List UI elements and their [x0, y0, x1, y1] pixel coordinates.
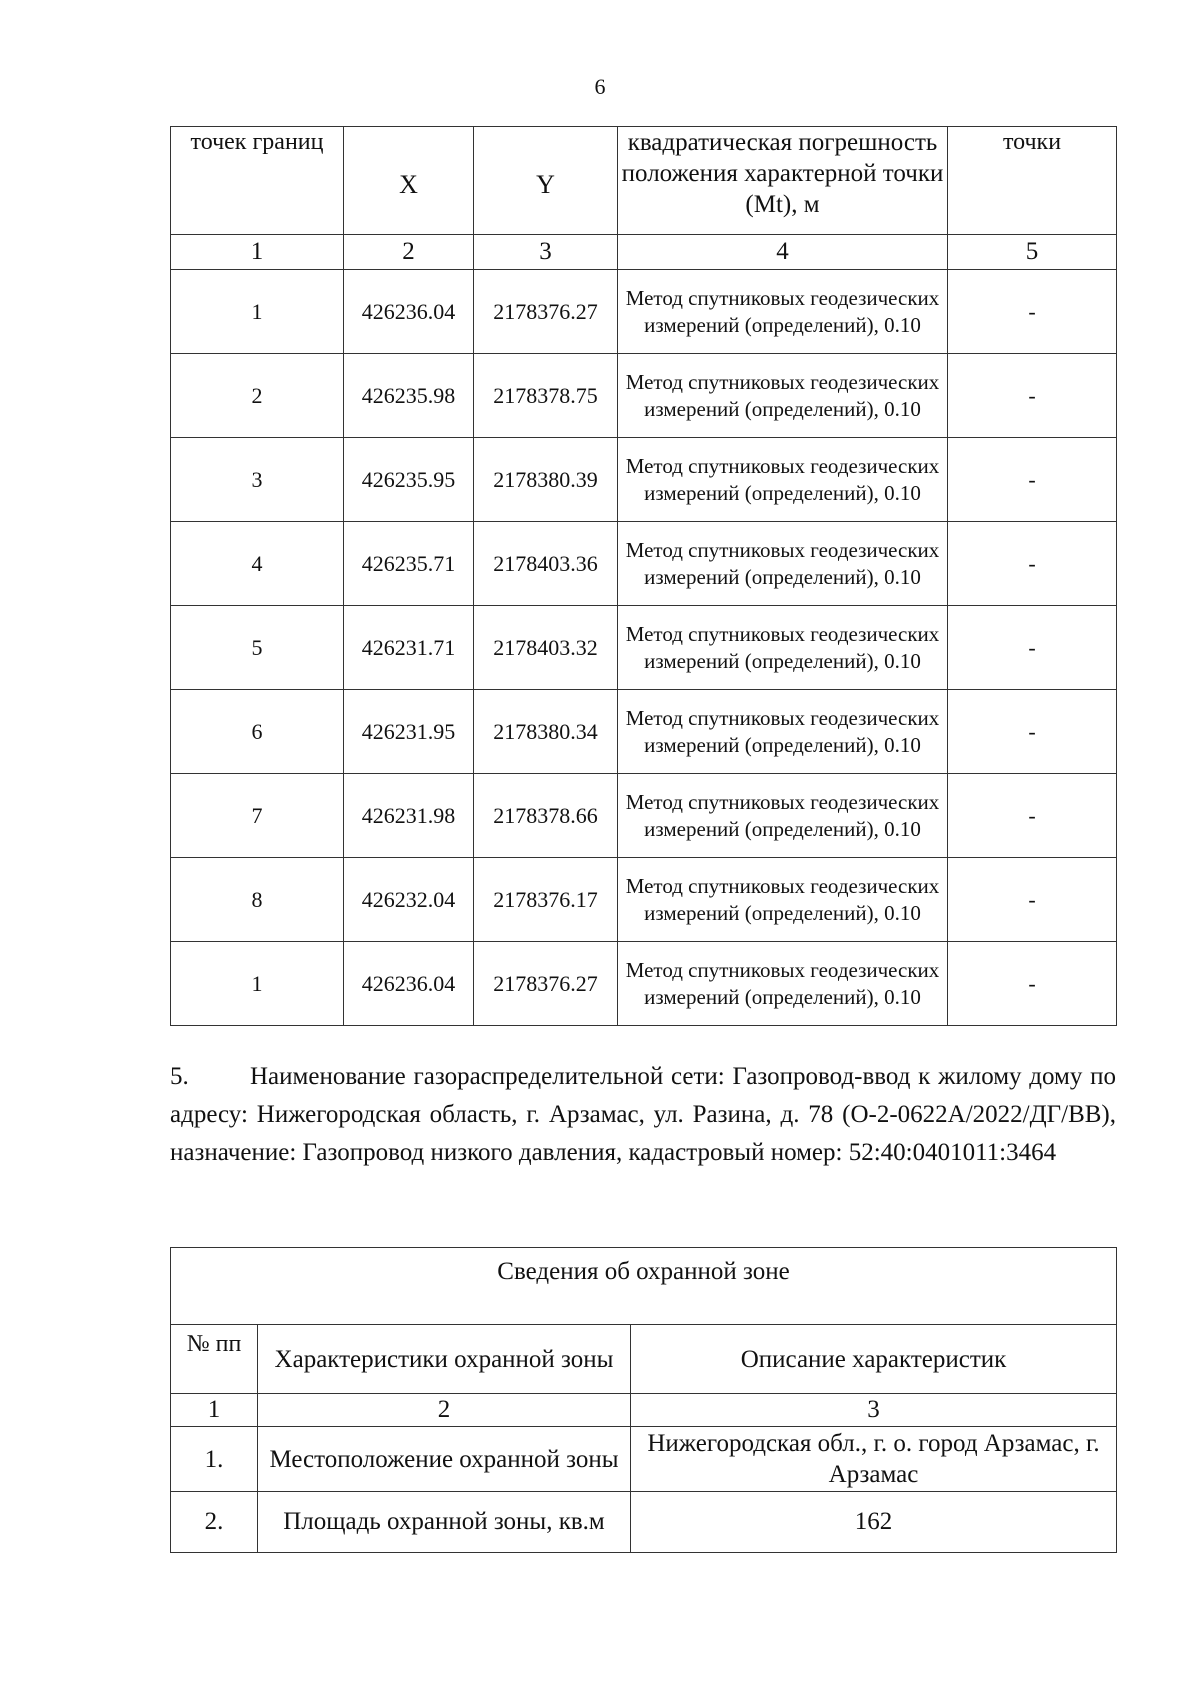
table-row	[171, 1492, 1117, 1553]
characteristic-name: Площадь охранной зоны, кв.м	[258, 1492, 631, 1553]
point-number: 6	[171, 690, 344, 774]
zone-table-caption: Сведения об охранной зоне	[171, 1248, 1117, 1325]
point-description: -	[948, 438, 1117, 522]
section-text: Наименование газораспределительной сети: Газопровод-ввод к жилому дому по адресу: Нижегородская область, г. Арзамас, ул. Разина, д. 78 (О-2-0622А/2022/ДГ/ВВ), назначение: Газопровод низкого давления, кадастровый номер: 52:40:0401011:3464	[170, 1063, 1116, 1166]
coord-x: 426235.71	[344, 522, 474, 606]
zone-column-numbers-row	[171, 1394, 1117, 1427]
point-number: 5	[171, 606, 344, 690]
table-header-row	[171, 127, 1117, 235]
header-accuracy: квадратическая погрешность положения характерной точки (Mt), м	[618, 127, 948, 235]
method-accuracy: Метод спутниковых геодезических измерений (определений), 0.10	[618, 606, 948, 690]
header-number: № пп	[171, 1325, 258, 1394]
method-accuracy: Метод спутниковых геодезических измерений (определений), 0.10	[618, 858, 948, 942]
characteristic-name: Местоположение охранной зоны	[258, 1427, 631, 1492]
point-description: -	[948, 270, 1117, 354]
method-accuracy: Метод спутниковых геодезических измерений (определений), 0.10	[618, 354, 948, 438]
column-number: 4	[618, 235, 948, 270]
coord-x: 426236.04	[344, 942, 474, 1026]
point-description: -	[948, 690, 1117, 774]
column-number: 1	[171, 235, 344, 270]
table-row	[171, 606, 1117, 690]
point-description: -	[948, 774, 1117, 858]
point-description: -	[948, 942, 1117, 1026]
column-number: 2	[344, 235, 474, 270]
zone-table-header-row	[171, 1325, 1117, 1394]
method-accuracy: Метод спутниковых геодезических измерений (определений), 0.10	[618, 942, 948, 1026]
column-numbers-row	[171, 235, 1117, 270]
coord-x: 426235.95	[344, 438, 474, 522]
coord-y: 2178403.36	[474, 522, 618, 606]
coord-y: 2178378.66	[474, 774, 618, 858]
coord-y: 2178380.39	[474, 438, 618, 522]
point-number: 4	[171, 522, 344, 606]
table-row	[171, 774, 1117, 858]
coord-x: 426231.98	[344, 774, 474, 858]
method-accuracy: Метод спутниковых геодезических измерений (определений), 0.10	[618, 438, 948, 522]
method-accuracy: Метод спутниковых геодезических измерений (определений), 0.10	[618, 522, 948, 606]
boundary-points-table	[170, 126, 1117, 1026]
coord-y: 2178380.34	[474, 690, 618, 774]
point-description: -	[948, 522, 1117, 606]
method-accuracy: Метод спутниковых геодезических измерений (определений), 0.10	[618, 690, 948, 774]
header-description: точки	[948, 127, 1117, 235]
coord-x: 426236.04	[344, 270, 474, 354]
table-row	[171, 438, 1117, 522]
table-row	[171, 270, 1117, 354]
column-number: 3	[631, 1394, 1117, 1427]
column-number: 3	[474, 235, 618, 270]
coord-y: 2178376.27	[474, 270, 618, 354]
header-characteristics: Характеристики охранной зоны	[258, 1325, 631, 1394]
point-number: 3	[171, 438, 344, 522]
column-number: 5	[948, 235, 1117, 270]
table-row	[171, 690, 1117, 774]
coord-y: 2178376.17	[474, 858, 618, 942]
row-number: 2.	[171, 1492, 258, 1553]
coord-x: 426232.04	[344, 858, 474, 942]
page-number: 6	[594, 74, 606, 99]
coord-x: 426231.95	[344, 690, 474, 774]
characteristic-value: 162	[631, 1492, 1117, 1553]
table-row	[171, 1427, 1117, 1492]
section-number: 5.	[170, 1063, 189, 1090]
coord-y: 2178403.32	[474, 606, 618, 690]
point-number: 8	[171, 858, 344, 942]
point-description: -	[948, 606, 1117, 690]
column-number: 2	[258, 1394, 631, 1427]
coord-y: 2178378.75	[474, 354, 618, 438]
table-row	[171, 354, 1117, 438]
table-row	[171, 858, 1117, 942]
column-number: 1	[171, 1394, 258, 1427]
point-number: 1	[171, 270, 344, 354]
point-number: 7	[171, 774, 344, 858]
point-description: -	[948, 354, 1117, 438]
point-number: 2	[171, 354, 344, 438]
coord-x: 426235.98	[344, 354, 474, 438]
point-description: -	[948, 858, 1117, 942]
coord-y: 2178376.27	[474, 942, 618, 1026]
point-number: 1	[171, 942, 344, 1026]
zone-table-caption-row	[171, 1248, 1117, 1325]
protection-zone-table	[170, 1247, 1117, 1553]
table-row	[171, 522, 1117, 606]
coord-x: 426231.71	[344, 606, 474, 690]
method-accuracy: Метод спутниковых геодезических измерений (определений), 0.10	[618, 774, 948, 858]
header-y: Y	[474, 127, 618, 235]
header-description: Описание характеристик	[631, 1325, 1117, 1394]
section-5-paragraph	[170, 1058, 1116, 1172]
table-row	[171, 942, 1117, 1026]
method-accuracy: Метод спутниковых геодезических измерений (определений), 0.10	[618, 270, 948, 354]
characteristic-value: Нижегородская обл., г. о. город Арзамас, г. Арзамас	[631, 1427, 1117, 1492]
header-x: X	[344, 127, 474, 235]
header-points: точек границ	[171, 127, 344, 235]
row-number: 1.	[171, 1427, 258, 1492]
